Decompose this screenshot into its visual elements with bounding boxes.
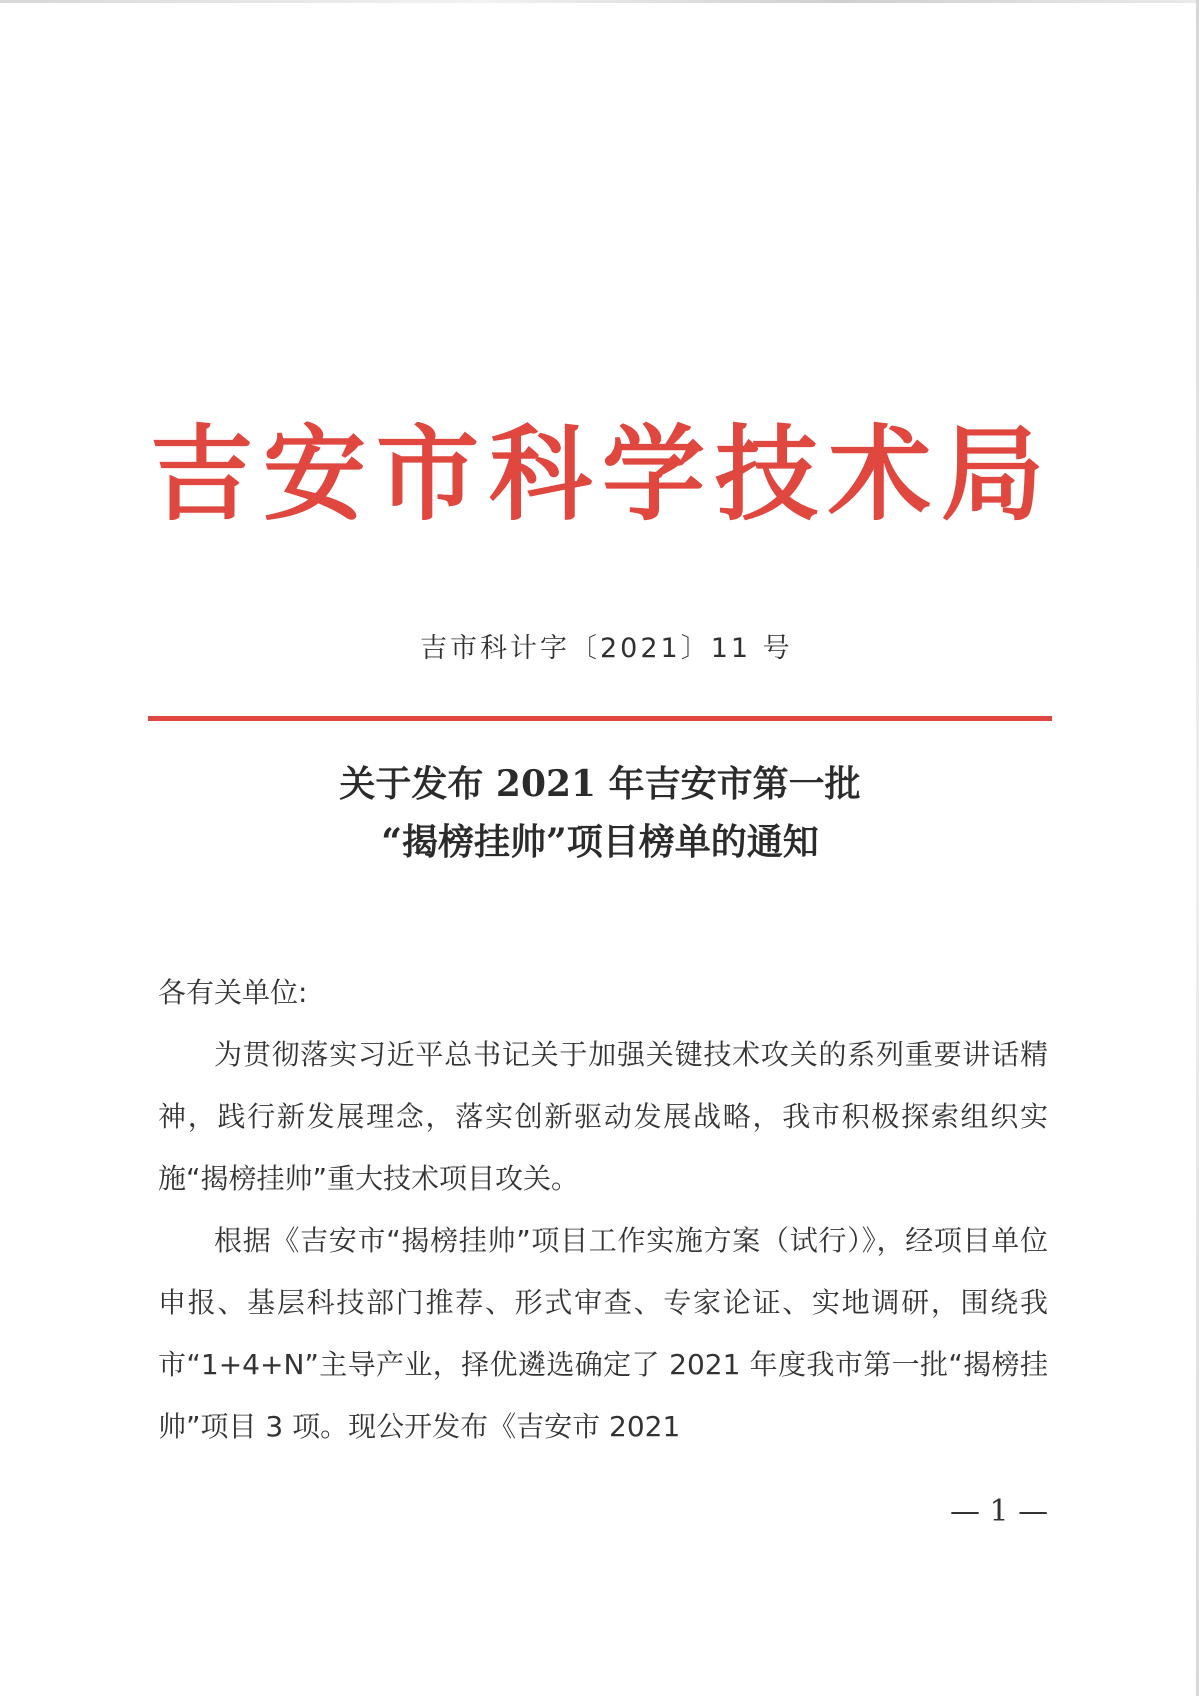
document-number: 吉市科计字〔2021〕11 号 xyxy=(420,633,793,664)
red-divider-line xyxy=(148,716,1052,721)
title-line-1: 关于发布 2021 年吉安市第一批 xyxy=(339,763,861,805)
scan-edge-top xyxy=(0,0,1199,3)
document-title xyxy=(150,755,1050,871)
issuer-header: 吉安市科学技术局 xyxy=(150,414,1054,535)
page-number: — 1 — xyxy=(950,1494,1049,1529)
paragraph-2: 根据《吉安市“揭榜挂帅”项目工作实施方案（试行）》，经项目单位申报、基层科技部门推荐、形式审查、专家论证、实地调研，围绕我市“1+4+N”主导产业，择优遴选确定了 2021 年度我市第一批“揭榜挂帅”项目 3 项。现公开发布《吉安市 2021 xyxy=(158,1224,1048,1443)
title-line-2: “揭榜挂帅”项目榜单的通知 xyxy=(381,821,819,863)
salutation: 各有关单位: xyxy=(158,976,308,1009)
paragraph-1: 为贯彻落实习近平总书记关于加强关键技术攻关的系列重要讲话精神，践行新发展理念，落实创新驱动发展战略，我市积极探索组织实施“揭榜挂帅”重大技术项目攻关。 xyxy=(158,1038,1048,1195)
document-body xyxy=(158,962,1048,1458)
